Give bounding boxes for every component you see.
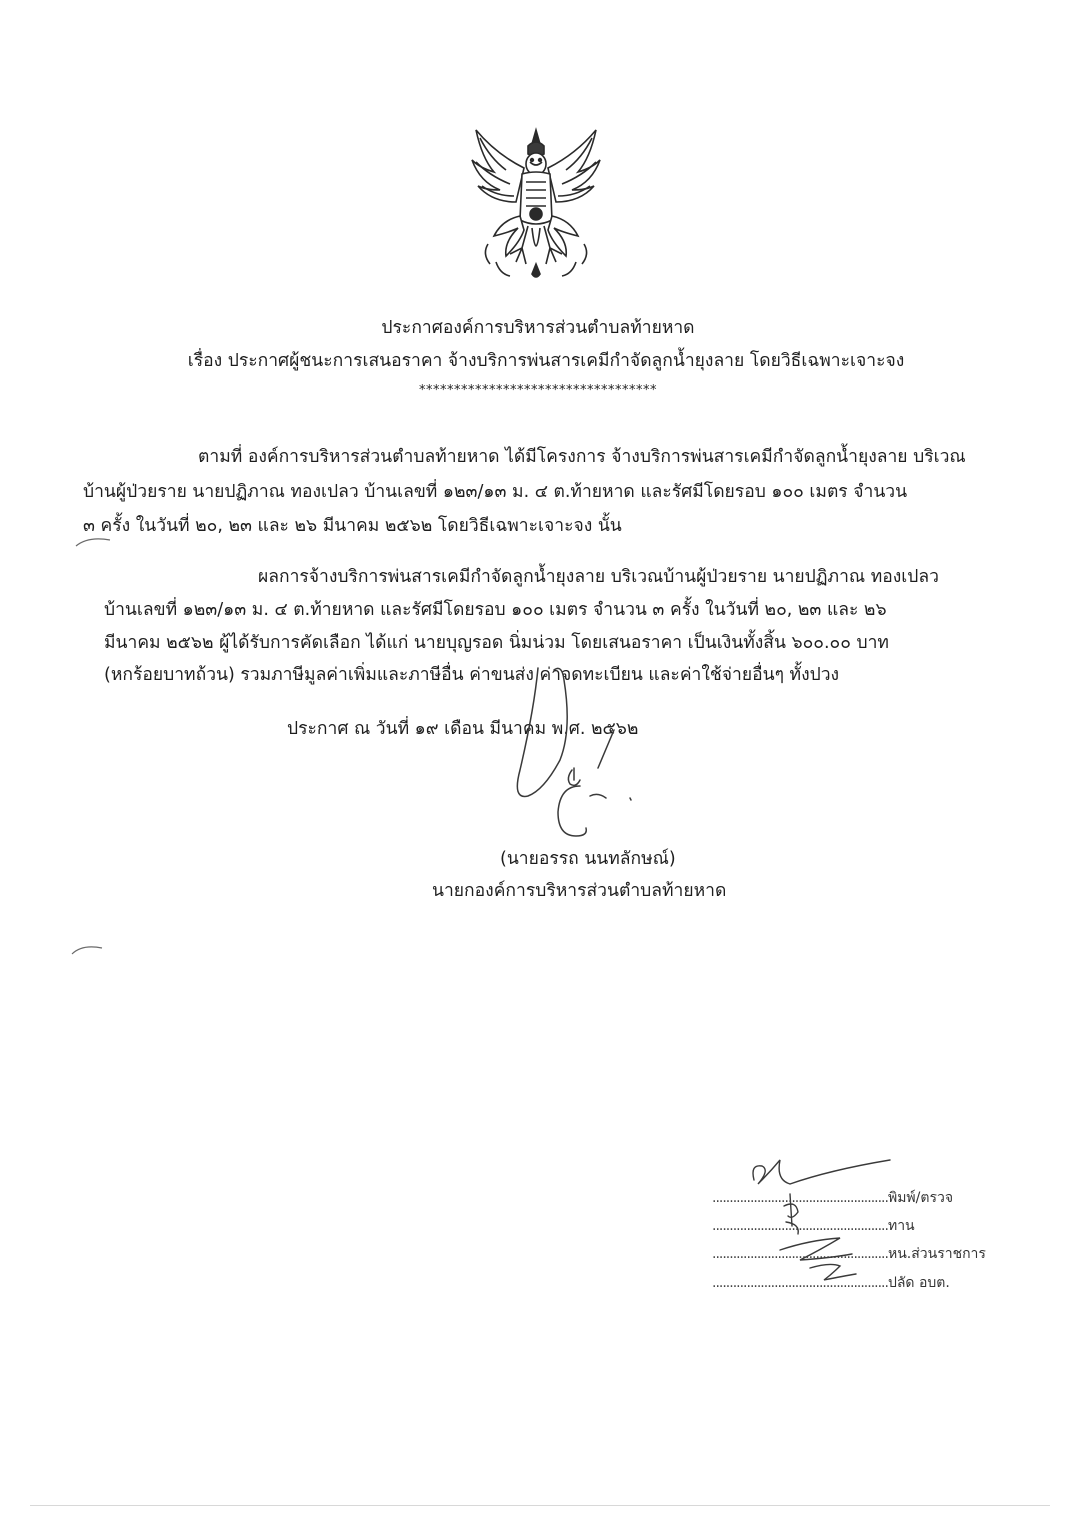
announcement-date: ประกาศ ณ วันที่ ๑๙ เดือน มีนาคม พ.ศ. ๒๕๖๒ [287,719,639,739]
announcement-subject: เรื่อง ประกาศผู้ชนะการเสนอราคา จ้างบริการพ่นสารเคมีกำจัดลูกน้ำยุงลาย โดยวิธีเฉพาะเจาะจง [187,351,905,371]
paragraph-1-line-1: ตามที่ องค์การบริหารส่วนตำบลท้ายหาด ได้มีโครงการ จ้างบริการพ่นสารเคมีกำจัดลูกน้ำยุงลาย บริเวณ [198,447,966,467]
footer-label-typed-checked: พิมพ์/ตรวจ [887,1190,954,1206]
signatory-name: (นายอรรถ นนทลักษณ์) [500,849,676,869]
footer-label-reviewed: ทาน [887,1218,915,1234]
footer-label-permanent-secretary: ปลัด อบต. [887,1275,950,1291]
paragraph-2-line-3: มีนาคม ๒๕๖๒ ผู้ได้รับการคัดเลือก ได้แก่ นายบุญรอด นิ่มน่วม โดยเสนอราคา เป็นเงินทั้งสิ้น ๖๐๐.๐๐ บาท [104,633,889,653]
paper-crease-mark [74,534,114,550]
separator-line: ********************************** [419,383,657,398]
handwritten-signature [510,660,660,840]
paragraph-2-line-2: บ้านเลขที่ ๑๒๓/๑๓ ม. ๔ ต.ท้ายหาด และรัศมีโดยรอบ ๑๐๐ เมตร จำนวน ๓ ครั้ง ในวันที่ ๒๐, ๒๓ และ ๒๖ [104,600,887,620]
garuda-emblem [466,124,606,284]
dotted-leader: ................................................... [712,1246,888,1262]
org-title: ประกาศองค์การบริหารส่วนตำบลท้ายหาด [381,318,695,338]
initials-signatures [740,1150,910,1300]
paragraph-1-line-3: ๓ ครั้ง ในวันที่ ๒๐, ๒๓ และ ๒๖ มีนาคม ๒๕๖๒ โดยวิธีเฉพาะเจาะจง นั้น [83,516,622,536]
paper-crease-mark [70,942,106,958]
paragraph-2-line-1: ผลการจ้างบริการพ่นสารเคมีกำจัดลูกน้ำยุงลาย บริเวณบ้านผู้ป่วยราย นายปฏิภาณ ทองเปลว [258,567,939,587]
paragraph-1-line-2: บ้านผู้ป่วยราย นายปฏิภาณ ทองเปลว บ้านเลขที่ ๑๒๓/๑๓ ม. ๔ ต.ท้ายหาด และรัศมีโดยรอบ ๑๐๐ เมตร จำนวน [83,482,908,502]
dotted-leader: ................................................... [712,1275,888,1291]
paragraph-2-line-4: (หกร้อยบาทถ้วน) รวมภาษีมูลค่าเพิ่มและภาษีอื่น ค่าขนส่ง ค่าจดทะเบียน และค่าใช้จ่ายอื่นๆ ทั้งปวง [104,665,840,685]
dotted-leader: ................................................... [712,1190,888,1206]
dotted-leader: ................................................... [712,1218,888,1234]
signatory-position: นายกองค์การบริหารส่วนตำบลท้ายหาด [432,881,727,901]
scan-edge-line [30,1505,1050,1506]
footer-label-section-head: หน.ส่วนราชการ [887,1246,986,1262]
